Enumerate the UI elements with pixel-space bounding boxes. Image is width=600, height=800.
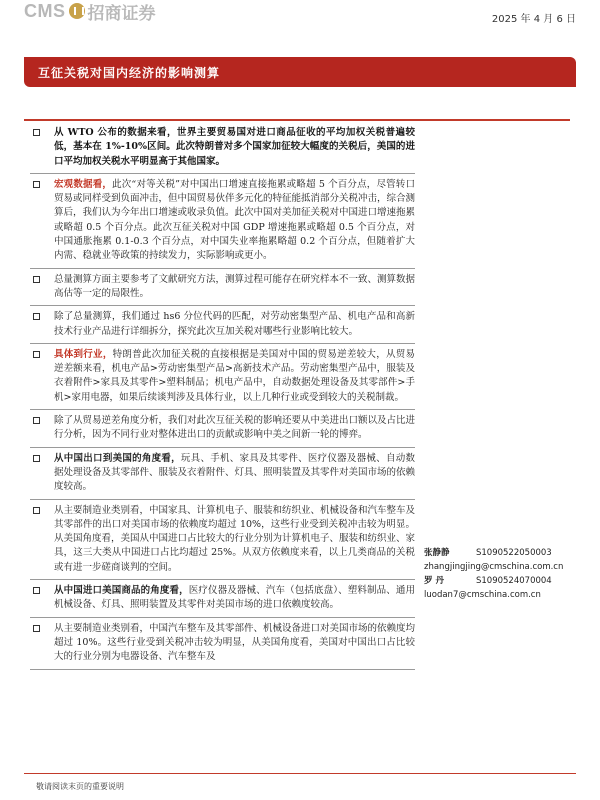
- paragraph-lead: 从中国出口到美国的角度看，: [54, 452, 181, 464]
- page-header: [0, 0, 600, 30]
- paragraph-text: 医疗仪器及器械、汽车（包括底盘）、塑料制品、通用机械设备、灯具、照明装置及其零件对美国市场的进口依赖度较高。: [54, 585, 415, 611]
- paragraph-lead: 从中国进口美国商品的角度看，: [54, 585, 189, 597]
- paragraph-text: 从主要制造业类别看，中国汽车整车及其零部件、机械设备进口对美国市场的依赖度均超过 10%。这些行业受到关税冲击较为明显，从美国角度看，美国对中国出口占比较大的行业分别为电器设备、汽车整车及: [54, 622, 416, 663]
- logo-text: CMS: [24, 0, 66, 21]
- paragraph-text: 此次“对等关税”对中国出口增速直接拖累或略超 5 个百分点，尽管转口贸易或同样受到负面冲击，但中国贸易伙伴多元化的特征能抵消部分关税冲击，综合测算后，我们认为今年出口增速或收录负值。此次中国对美加征关税对中国进口增速拖累或略超 0.5 个百分点。此次互征关税对中国 GDP 增速拖累或略超 0.5 个百分点，对中国通胀拖累 0.1-0.3 个百分点，对中国失业率拖累略超 0.2 个百分点，但随着扩大内需、稳就业等政策的持续发力，实际影响或更小。: [54, 178, 416, 262]
- summary-paragraph: [30, 504, 415, 580]
- paragraph-text: 特朗普此次加征关税的直接根据是美国对中国的贸易逆差较大，从贸易逆差额来看，机电产品>劳动密集型产品>高新技术产品。劳动密集型产品中，服装及衣着附件>家具及其零件>塑料制品；机电产品中，自动数据处理设备及其零部件>手机>家用电器，如果后续谈判涉及具体行业，以上几种行业或受到较大的关税制裁。: [54, 348, 415, 403]
- summary-paragraph: [30, 178, 415, 269]
- footer-divider: [24, 773, 576, 774]
- author-name: 张静静: [424, 548, 450, 558]
- summary-paragraph: [30, 348, 415, 410]
- square-bullet-icon: [33, 507, 40, 514]
- summary-paragraph: [30, 126, 415, 174]
- square-bullet-icon: [33, 455, 40, 462]
- cms-logo: [24, 0, 156, 22]
- paragraph-text: 玩具、手机、家具及其零件、医疗仪器及器械、自动数据处理设备及其零部件、服装及衣着附件、灯具、照明装置及其零件对美国市场的依赖度较高。: [54, 452, 416, 493]
- author-license-id: S1090522050003: [476, 548, 552, 558]
- summary-paragraph: [30, 414, 415, 448]
- paragraph-lead: 具体到行业，: [54, 348, 113, 360]
- square-bullet-icon: [33, 276, 40, 283]
- author-line: [424, 546, 594, 560]
- report-title: 互征关税对国内经济的影响测算: [38, 66, 221, 80]
- logo-badge-icon: [69, 3, 85, 19]
- summary-paragraph: [30, 452, 415, 500]
- square-bullet-icon: [33, 351, 40, 358]
- summary-paragraph: [30, 310, 415, 344]
- summary-paragraph: [30, 622, 415, 670]
- logo-chinese-name: 招商证券: [87, 3, 156, 24]
- author-email[interactable]: luodan7@cmschina.com.cn: [424, 590, 541, 600]
- section-divider: [24, 119, 570, 121]
- summary-content: [30, 126, 415, 674]
- summary-paragraph: [30, 273, 415, 307]
- paragraph-text: 从主要制造业类别看，中国家具、计算机电子、服装和纺织业、机械设备和汽车整车及其零部件的出口对美国市场的依赖度均超过 10%，这些行业受到关税冲击较为明显。从美国角度看，美国从中国进口占比较大的行业分别为计算机电子、服装和纺织业、家具，这三大类从中国进口占比均超过 25%。从双方依赖度来看，以上几类商品的关税或有进一步磋商谈判的空间。: [54, 504, 416, 573]
- author-line: [424, 574, 594, 588]
- footer-note: 敬请阅读末页的重要说明: [36, 782, 124, 791]
- square-bullet-icon: [33, 181, 40, 188]
- paragraph-text: 除了从贸易逆差角度分析，我们对此次互征关税的影响还要从中美进出口额以及占比进行分析，因为不同行业对整体进出口的贡献或影响中美之间新一轮的博弈。: [54, 415, 416, 441]
- square-bullet-icon: [33, 129, 40, 136]
- paragraph-text: 除了总量测算，我们通过 hs6 分位代码的匹配，对劳动密集型产品、机电产品和高新技术行业产品进行详细拆分，探究此次互加关税对哪些行业影响比较大。: [54, 311, 415, 337]
- square-bullet-icon: [33, 313, 40, 320]
- paragraph-text: 从 WTO 公布的数据来看，世界主要贸易国对进口商品征收的平均加权关税普遍较低，基本在 1%-10%区间。此次特朗普对多个国家加征较大幅度的关税后，美国的进口平均加权关税水平明显高于其他国家。: [54, 127, 415, 167]
- square-bullet-icon: [33, 417, 40, 424]
- author-license-id: S1090524070004: [476, 576, 552, 586]
- summary-paragraph: [30, 584, 415, 618]
- author-name: 罗 丹: [424, 576, 444, 586]
- paragraph-lead: 宏观数据看，: [54, 178, 113, 190]
- square-bullet-icon: [33, 625, 40, 632]
- author-email[interactable]: zhangjingjing@cmschina.com.cn: [424, 562, 564, 572]
- report-date: 2025 年 4 月 6 日: [491, 14, 576, 25]
- title-banner: [24, 57, 576, 87]
- paragraph-text: 总量测算方面主要参考了文献研究方法，测算过程可能存在研究样本不一致、测算数据高估等一定的局限性。: [54, 273, 416, 299]
- author-block: [424, 546, 594, 602]
- square-bullet-icon: [33, 587, 40, 594]
